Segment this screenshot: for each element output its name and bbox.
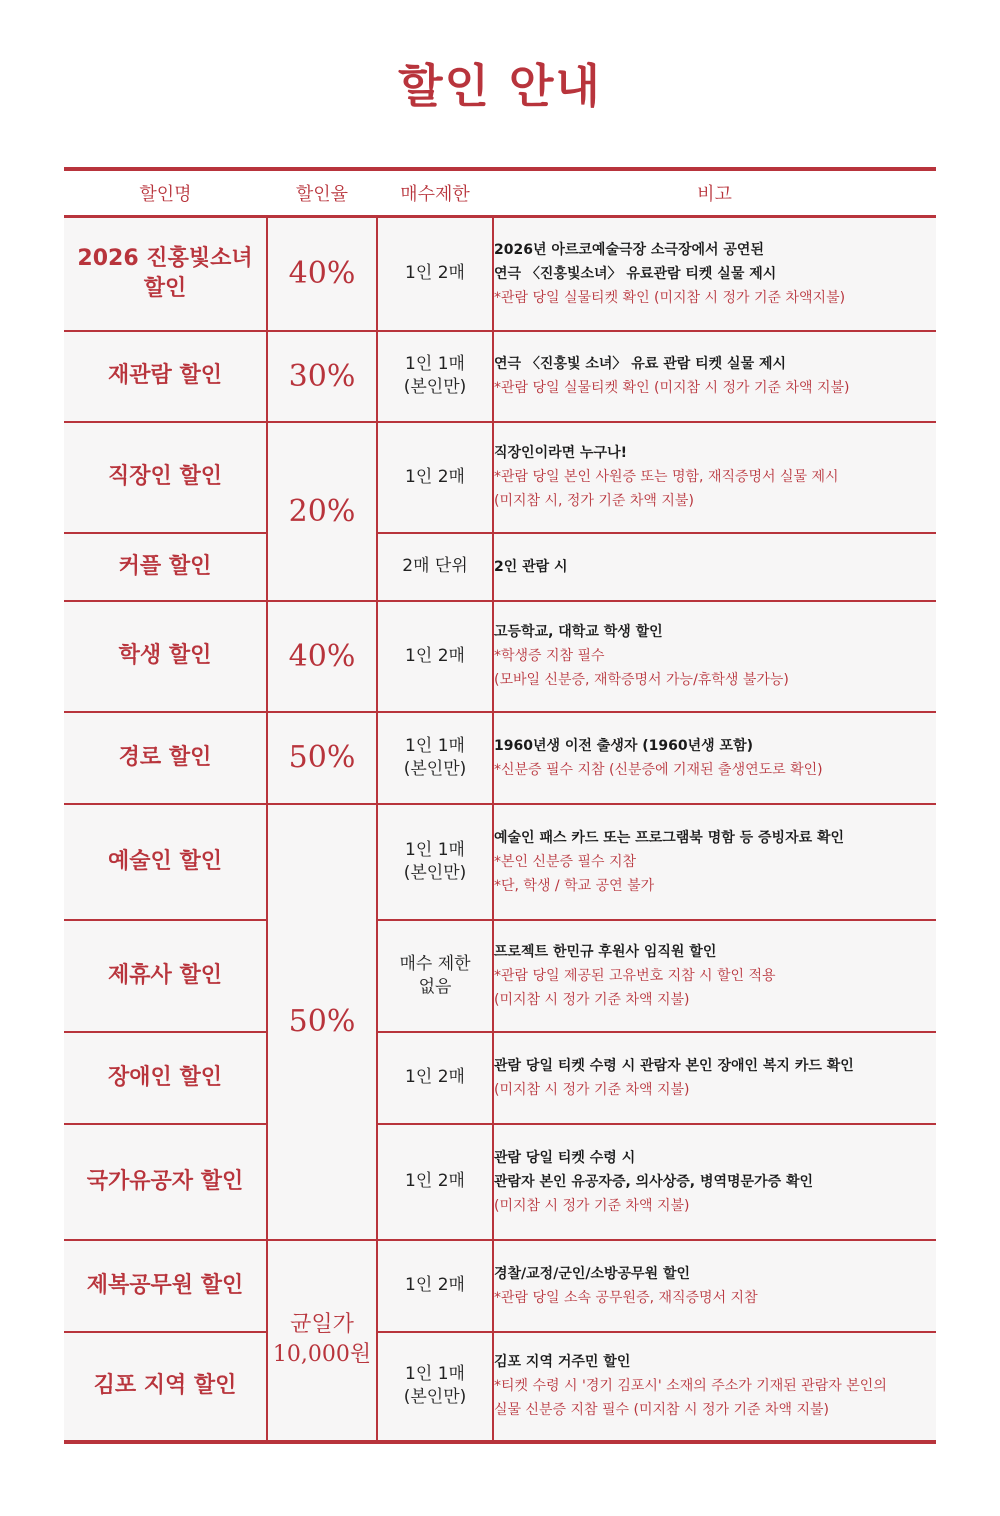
discount-name: 제복공무원 할인 — [64, 1240, 267, 1332]
header-name: 할인명 — [64, 169, 267, 217]
discount-rate-flat: 균일가 10,000원 — [267, 1240, 377, 1442]
purchase-limit: 1인 2매 — [377, 1124, 493, 1240]
purchase-limit: 1인 1매 (본인만) — [377, 804, 493, 920]
discount-rate: 50% — [267, 712, 377, 804]
page-title: 할인 안내 — [398, 59, 602, 113]
discount-note: 고등학교, 대학교 학생 할인 *학생증 지참 필수 (모바일 신분증, 재학증명서 가능/휴학생 불가능) — [493, 601, 936, 712]
discount-rate: 40% — [267, 601, 377, 712]
discount-rate: 40% — [267, 217, 377, 331]
discount-note: 2026년 아르코예술극장 소극장에서 공연된 연극 〈진홍빛소녀〉 유료관람 티켓 실물 제시 *관람 당일 실물티켓 확인 (미지참 시 정가 기준 차액지불) — [493, 217, 936, 331]
purchase-limit: 1인 2매 — [377, 217, 493, 331]
table-row — [64, 1332, 936, 1442]
discount-name: 2026 진홍빛소녀 할인 — [64, 217, 267, 331]
table-header-row — [64, 169, 936, 217]
discount-note: 직장인이라면 누구나! *관람 당일 본인 사원증 또는 명함, 재직증명서 실물 제시 (미지참 시, 정가 기준 차액 지불) — [493, 422, 936, 533]
discount-note: 관람 당일 티켓 수령 시 관람자 본인 유공자증, 의사상증, 병역명문가증 확인 (미지참 시 정가 기준 차액 지불) — [493, 1124, 936, 1240]
header-limit: 매수제한 — [377, 169, 493, 217]
discount-name: 경로 할인 — [64, 712, 267, 804]
discount-note: 1960년생 이전 출생자 (1960년생 포함) *신분증 필수 지참 (신분증에 기재된 출생연도로 확인) — [493, 712, 936, 804]
table-row — [64, 804, 936, 920]
discount-name: 커플 할인 — [64, 533, 267, 601]
table-row — [64, 1032, 936, 1124]
purchase-limit: 1인 2매 — [377, 1032, 493, 1124]
header-note: 비고 — [493, 169, 936, 217]
discount-name: 재관람 할인 — [64, 331, 267, 422]
discount-note: 경찰/교정/군인/소방공무원 할인 *관람 당일 소속 공무원증, 재직증명서 지참 — [493, 1240, 936, 1332]
purchase-limit: 1인 2매 — [377, 601, 493, 712]
purchase-limit: 2매 단위 — [377, 533, 493, 601]
purchase-limit: 1인 1매 (본인만) — [377, 1332, 493, 1442]
table-row — [64, 422, 936, 533]
table-row — [64, 920, 936, 1032]
discount-note: 김포 지역 거주민 할인 *티켓 수령 시 '경기 김포시' 소재의 주소가 기재된 관람자 본인의 실물 신분증 지참 필수 (미지참 시 정가 기준 차액 지불) — [493, 1332, 936, 1442]
discount-name: 김포 지역 할인 — [64, 1332, 267, 1442]
discount-note: 관람 당일 티켓 수령 시 관람자 본인 장애인 복지 카드 확인 (미지참 시 정가 기준 차액 지불) — [493, 1032, 936, 1124]
purchase-limit: 1인 2매 — [377, 1240, 493, 1332]
purchase-limit: 매수 제한 없음 — [377, 920, 493, 1032]
table-row — [64, 712, 936, 804]
discount-table — [64, 167, 936, 1444]
table-row — [64, 331, 936, 422]
discount-name: 장애인 할인 — [64, 1032, 267, 1124]
discount-note: 연극 〈진홍빛 소녀〉 유료 관람 티켓 실물 제시 *관람 당일 실물티켓 확인 (미지참 시 정가 기준 차액 지불) — [493, 331, 936, 422]
purchase-limit: 1인 1매 (본인만) — [377, 712, 493, 804]
header-rate: 할인율 — [267, 169, 377, 217]
purchase-limit: 1인 1매 (본인만) — [377, 331, 493, 422]
discount-rate: 20% — [267, 422, 377, 601]
discount-rate: 50% — [267, 804, 377, 1240]
table-row — [64, 1124, 936, 1240]
discount-note: 예술인 패스 카드 또는 프로그램북 명함 등 증빙자료 확인 *본인 신분증 필수 지참 *단, 학생 / 학교 공연 불가 — [493, 804, 936, 920]
table-row — [64, 601, 936, 712]
discount-name: 예술인 할인 — [64, 804, 267, 920]
discount-note: 프로젝트 한민규 후원사 임직원 할인 *관람 당일 제공된 고유번호 지참 시 할인 적용 (미지참 시 정가 기준 차액 지불) — [493, 920, 936, 1032]
discount-name: 학생 할인 — [64, 601, 267, 712]
discount-rate: 30% — [267, 331, 377, 422]
discount-name: 국가유공자 할인 — [64, 1124, 267, 1240]
discount-name: 직장인 할인 — [64, 422, 267, 533]
purchase-limit: 1인 2매 — [377, 422, 493, 533]
discount-name: 제휴사 할인 — [64, 920, 267, 1032]
table-row — [64, 1240, 936, 1332]
discount-note: 2인 관람 시 — [493, 533, 936, 601]
table-row — [64, 217, 936, 331]
table-row — [64, 533, 936, 601]
